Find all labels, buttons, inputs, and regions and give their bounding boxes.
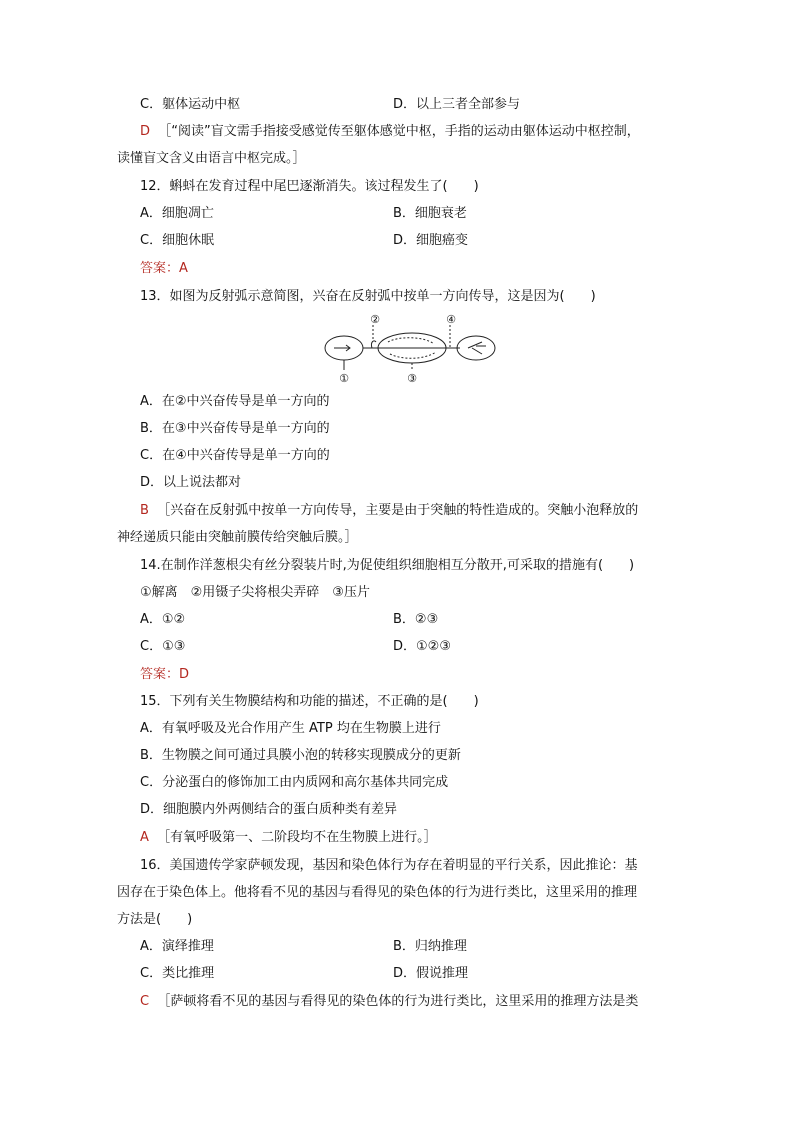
q11-explanation-line1: ［“阅读”盲文需手指接受感觉传至躯体感觉中枢，手指的运动由躯体运动中枢控制， — [158, 124, 640, 139]
q15-option-c: C．分泌蛋白的修饰加工由内质网和高尔基体共同完成 — [140, 775, 449, 790]
q14-items: ①解离 ②用镊子尖将根尖弄碎 ③压片 — [140, 585, 370, 600]
q13-explanation-line1: ［兴奋在反射弧中按单一方向传导，主要是由于突触的特性造成的。突触小泡释放的 — [157, 503, 639, 518]
effector-ending — [468, 342, 486, 354]
q16-explanation-row — [140, 993, 638, 1011]
q13-option-a: A．在②中兴奋传导是单一方向的 — [140, 394, 330, 409]
q12-answer: 答案：A — [140, 261, 188, 276]
q13-explanation-line2: 神经递质只能由突触前膜传给突触后膜。］ — [117, 530, 358, 545]
diagram-label-2: ② — [370, 313, 380, 326]
q15-answer-letter: A — [140, 830, 149, 845]
q13-option-c: C．在④中兴奋传导是单一方向的 — [140, 448, 330, 463]
q15-option-a: A．有氧呼吸及光合作用产生 ATP 均在生物膜上进行 — [140, 721, 441, 736]
q14-option-d: D．①②③ — [393, 639, 451, 654]
q13-option-b: B．在③中兴奋传导是单一方向的 — [140, 421, 330, 436]
ganglion-hook — [371, 341, 376, 348]
q14-option-b: B．②③ — [393, 612, 439, 627]
q16-stem-line3: 方法是( ) — [117, 912, 193, 927]
q14-option-c: C．①③ — [140, 639, 186, 654]
q15-stem: 15．下列有关生物膜结构和功能的描述，不正确的是( ) — [140, 694, 479, 709]
q12-option-d: D．细胞癌变 — [393, 233, 469, 248]
diagram-label-1: ① — [339, 372, 349, 384]
reflex-arc-diagram — [320, 312, 500, 384]
q13-answer-letter: B — [140, 503, 149, 518]
q12-stem: 12．蝌蚪在发育过程中尾巴逐渐消失。该过程发生了( ) — [140, 179, 479, 194]
receptor-ending — [334, 345, 350, 351]
q11-explanation-line2: 读懂盲文含义由语言中枢完成。］ — [117, 151, 306, 166]
q13-option-d: D．以上说法都对 — [140, 475, 242, 490]
q15-option-b: B．生物膜之间可通过具膜小泡的转移实现膜成分的更新 — [140, 748, 461, 763]
q12-option-a: A．细胞凋亡 — [140, 206, 214, 221]
q16-explanation-line1: ［萨顿将看不见的基因与看得见的染色体的行为进行类比，这里采用的推理方法是类 — [157, 994, 639, 1009]
q14-stem: 14.在制作洋葱根尖有丝分裂装片时,为促使组织细胞相互分散开,可采取的措施有( ) — [140, 558, 635, 573]
q16-option-b: B．归纳推理 — [393, 939, 467, 954]
q16-stem-line1: 16．美国遗传学家萨顿发现，基因和染色体行为存在着明显的平行关系，因此推论：基 — [140, 858, 638, 873]
q16-stem-line2: 因存在于染色体上。他将看不见的基因与看得见的染色体的行为进行类比，这里采用的推理 — [117, 885, 638, 900]
q14-answer: 答案：D — [140, 667, 190, 682]
q13-explanation — [140, 502, 638, 520]
q11-answer-letter: D — [140, 124, 151, 139]
q12-option-c: C．细胞休眠 — [140, 233, 215, 248]
q11-explanation — [140, 123, 640, 141]
q16-answer-letter: C — [140, 994, 150, 1009]
q11-option-d: D．以上三者全部参与 — [393, 97, 521, 112]
diagram-label-4: ④ — [446, 313, 456, 326]
q14-option-a: A．①② — [140, 612, 186, 627]
q11-option-c: C．躯体运动中枢 — [140, 97, 241, 112]
q16-option-c: C．类比推理 — [140, 966, 215, 981]
q12-option-b: B．细胞衰老 — [393, 206, 467, 221]
q16-option-d: D．假说推理 — [393, 966, 469, 981]
q15-option-d: D．细胞膜内外两侧结合的蛋白质种类有差异 — [140, 802, 398, 817]
q15-explanation: ［有氧呼吸第一、二阶段均不在生物膜上进行。］ — [157, 830, 437, 845]
effector-oval — [457, 336, 495, 360]
q16-option-a: A．演绎推理 — [140, 939, 214, 954]
q15-explanation-row — [140, 829, 437, 847]
q13-stem: 13．如图为反射弧示意简图，兴奋在反射弧中按单一方向传导，这是因为( ) — [140, 289, 596, 304]
diagram-label-3: ③ — [407, 372, 417, 384]
